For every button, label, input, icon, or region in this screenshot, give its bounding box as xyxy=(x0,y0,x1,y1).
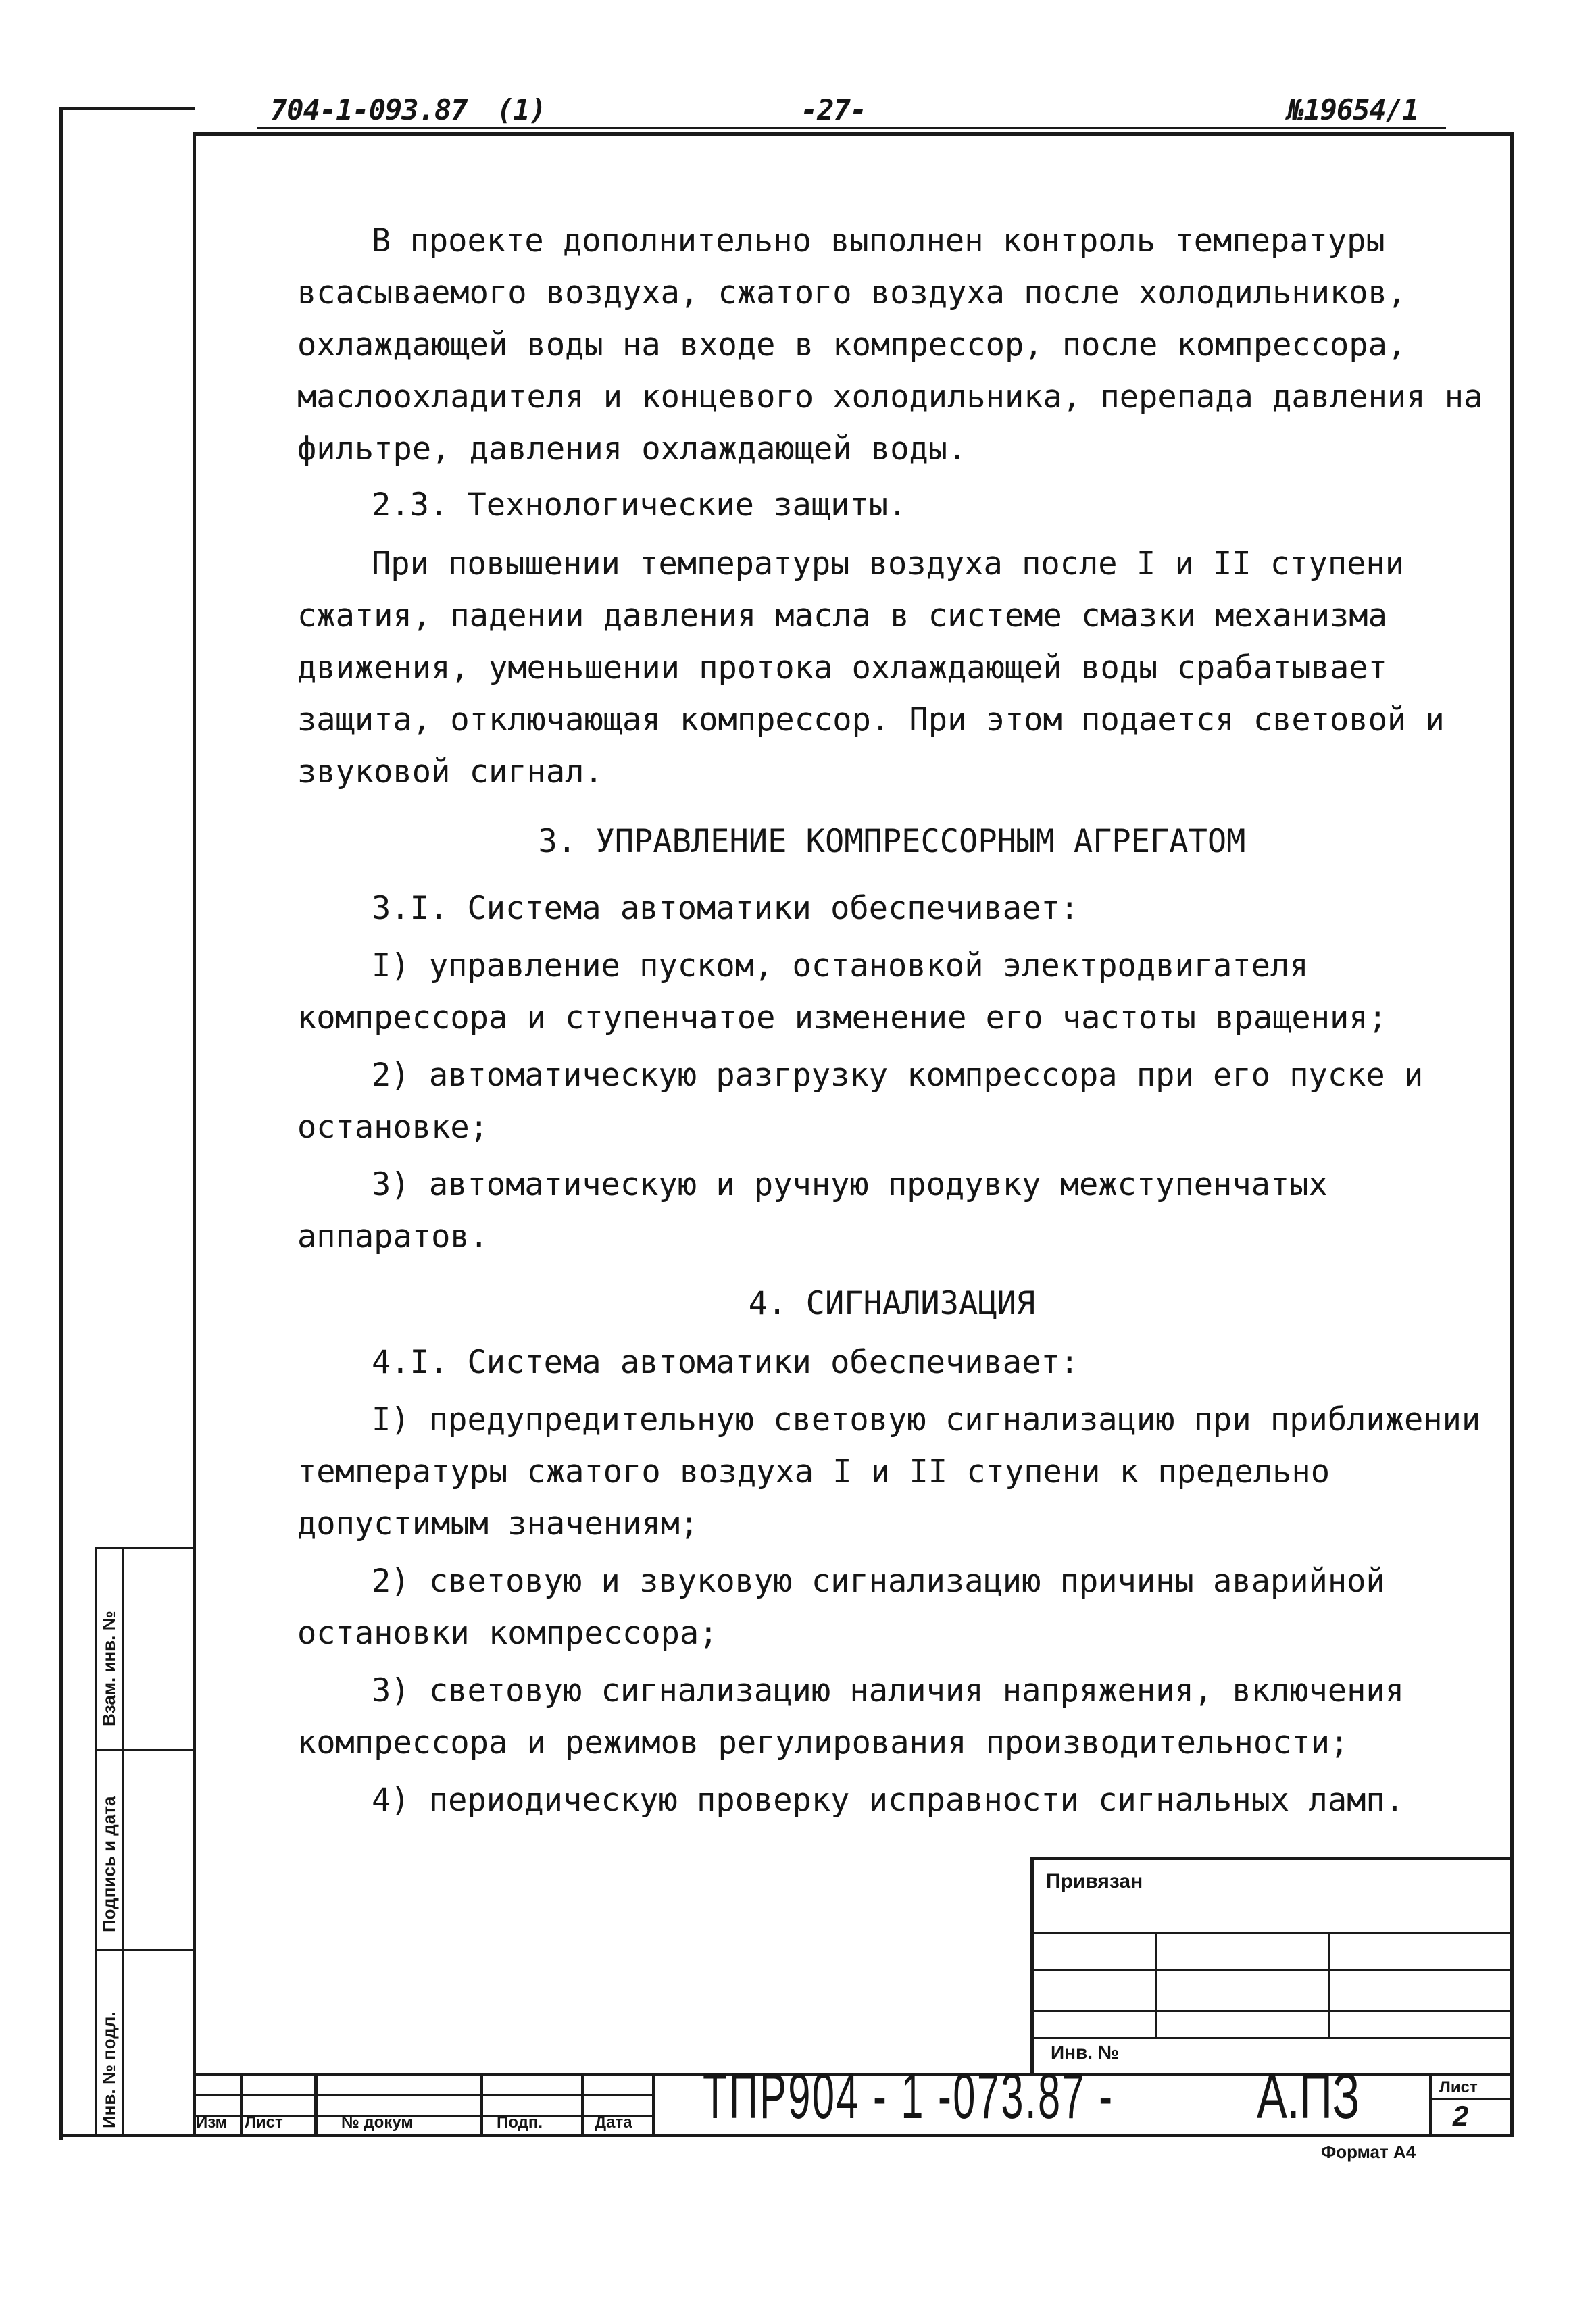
side-stamp-divider-1 xyxy=(95,1749,195,1751)
frame-right xyxy=(1510,132,1514,2134)
title-sheet-divider xyxy=(1429,2098,1510,2100)
side-stamp-replace-inv: Взам. инв. № xyxy=(99,1611,119,1726)
binding-label: Привязан xyxy=(1046,1870,1143,1892)
binding-row-2 xyxy=(1034,1969,1510,1971)
side-stamp-top-line xyxy=(95,1547,195,1549)
col-list-label: Лист xyxy=(245,2113,283,2132)
list-item-3-3: 3) автоматическую и ручную продувку межступенчатых аппаратов. xyxy=(297,1166,1328,1255)
sheet-number: 2 xyxy=(1453,2100,1469,2132)
list-item-3-1: I) управление пуском, остановкой электродвигателя компрессора и ступенчатое изменение его частоты вращения; xyxy=(297,947,1387,1036)
document-code: ТПР904 - 1 -073.87 - xyxy=(703,2060,1114,2132)
side-stamp-left-line xyxy=(95,1547,97,2134)
binding-inv-label: Инв. № xyxy=(1051,2042,1120,2063)
title-col-1 xyxy=(240,2073,243,2134)
section-4-1-title: 4.I. Система автоматики обеспечивает: xyxy=(372,1344,1079,1381)
side-stamp-divider-2 xyxy=(95,1949,195,1951)
binding-row-4 xyxy=(1034,2037,1510,2039)
frame-left-inner xyxy=(193,132,196,2134)
side-stamp-signature-date: Подпись и дата xyxy=(99,1796,119,1932)
frame-left-outer xyxy=(59,107,63,2140)
frame-top xyxy=(193,132,1514,136)
list-item-4-3: 3) световую сигнализацию наличия напряжения, включения компрессора и режимов регулирования производительности; xyxy=(297,1672,1405,1761)
list-item-3-2: 2) автоматическую разгрузку компрессора при его пуске и остановке; xyxy=(297,1057,1424,1146)
binding-col-2 xyxy=(1328,1932,1330,2037)
document-code-suffix: А.ПЗ xyxy=(1257,2060,1360,2132)
list-item-4-4: 4) периодическую проверку исправности сигнальных ламп. xyxy=(372,1782,1405,1819)
format-label: Формат А4 xyxy=(1321,2142,1416,2162)
col-sign-label: Подп. xyxy=(497,2113,543,2132)
col-izm-label: Изм xyxy=(196,2113,228,2132)
paragraph-protection: При повышении температуры воздуха после I и II ступени сжатия, падении давления масла в системе смазки механизма движения, уменьшении протока охлаждающей воды срабатывает защита, отключающая компрессор. При этом подается световой и звуковой сигнал. xyxy=(297,545,1445,790)
title-col-3 xyxy=(480,2073,483,2134)
paragraph-control: В проекте дополнительно выполнен контроль температуры всасываемого воздуха, сжатого воздуха после холодильников, охлаждающей воды на входе в компрессор, после компрессора, маслоохладителя и концевого холодильника, перепада давления на фильтре, давления охлаждающей воды. xyxy=(297,222,1483,468)
col-doc-label: № докум xyxy=(341,2113,414,2132)
side-stamp-inner-line xyxy=(122,1547,124,2134)
heading-section-4: 4. СИГНАЛИЗАЦИЯ xyxy=(748,1285,1036,1322)
section-2-3-title: 2.3. Технологические защиты. xyxy=(372,486,907,524)
binding-row-3 xyxy=(1034,2010,1510,2012)
header-doc-number: 704-1-093.87 xyxy=(270,93,468,126)
binding-col-1 xyxy=(1155,1932,1157,2037)
side-stamp-inv-original: Инв. № подл. xyxy=(99,2011,119,2128)
frame-top-left xyxy=(59,107,195,110)
header-version: (1) xyxy=(497,93,546,126)
frame-bottom xyxy=(59,2134,1514,2137)
title-col-sheet xyxy=(1429,2073,1432,2134)
col-date-label: Дата xyxy=(595,2113,632,2132)
binding-row-1 xyxy=(1034,1932,1510,1934)
list-item-4-1: I) предупредительную световую сигнализацию при приближении температуры сжатого воздуха I и II ступени к предельно допустимым значениям; xyxy=(297,1401,1481,1542)
header-underline xyxy=(257,127,1446,129)
header-inventory: №19654/1 xyxy=(1287,93,1419,126)
section-3-1-title: 3.I. Система автоматики обеспечивает: xyxy=(372,890,1079,927)
heading-section-3: 3. УПРАВЛЕНИЕ КОМПРЕССОРНЫМ АГРЕГАТОМ xyxy=(538,823,1246,860)
body-text xyxy=(297,215,1487,1826)
sheet-label: Лист xyxy=(1439,2078,1478,2096)
binding-box-left xyxy=(1030,1857,1034,2073)
title-col-5 xyxy=(652,2073,655,2134)
header-page: -27- xyxy=(801,93,867,126)
binding-box-top xyxy=(1030,1857,1514,1860)
title-col-2 xyxy=(314,2073,318,2134)
title-col-4 xyxy=(581,2073,584,2134)
list-item-4-2: 2) световую и звуковую сигнализацию причины аварийной остановки компрессора; xyxy=(297,1563,1385,1652)
